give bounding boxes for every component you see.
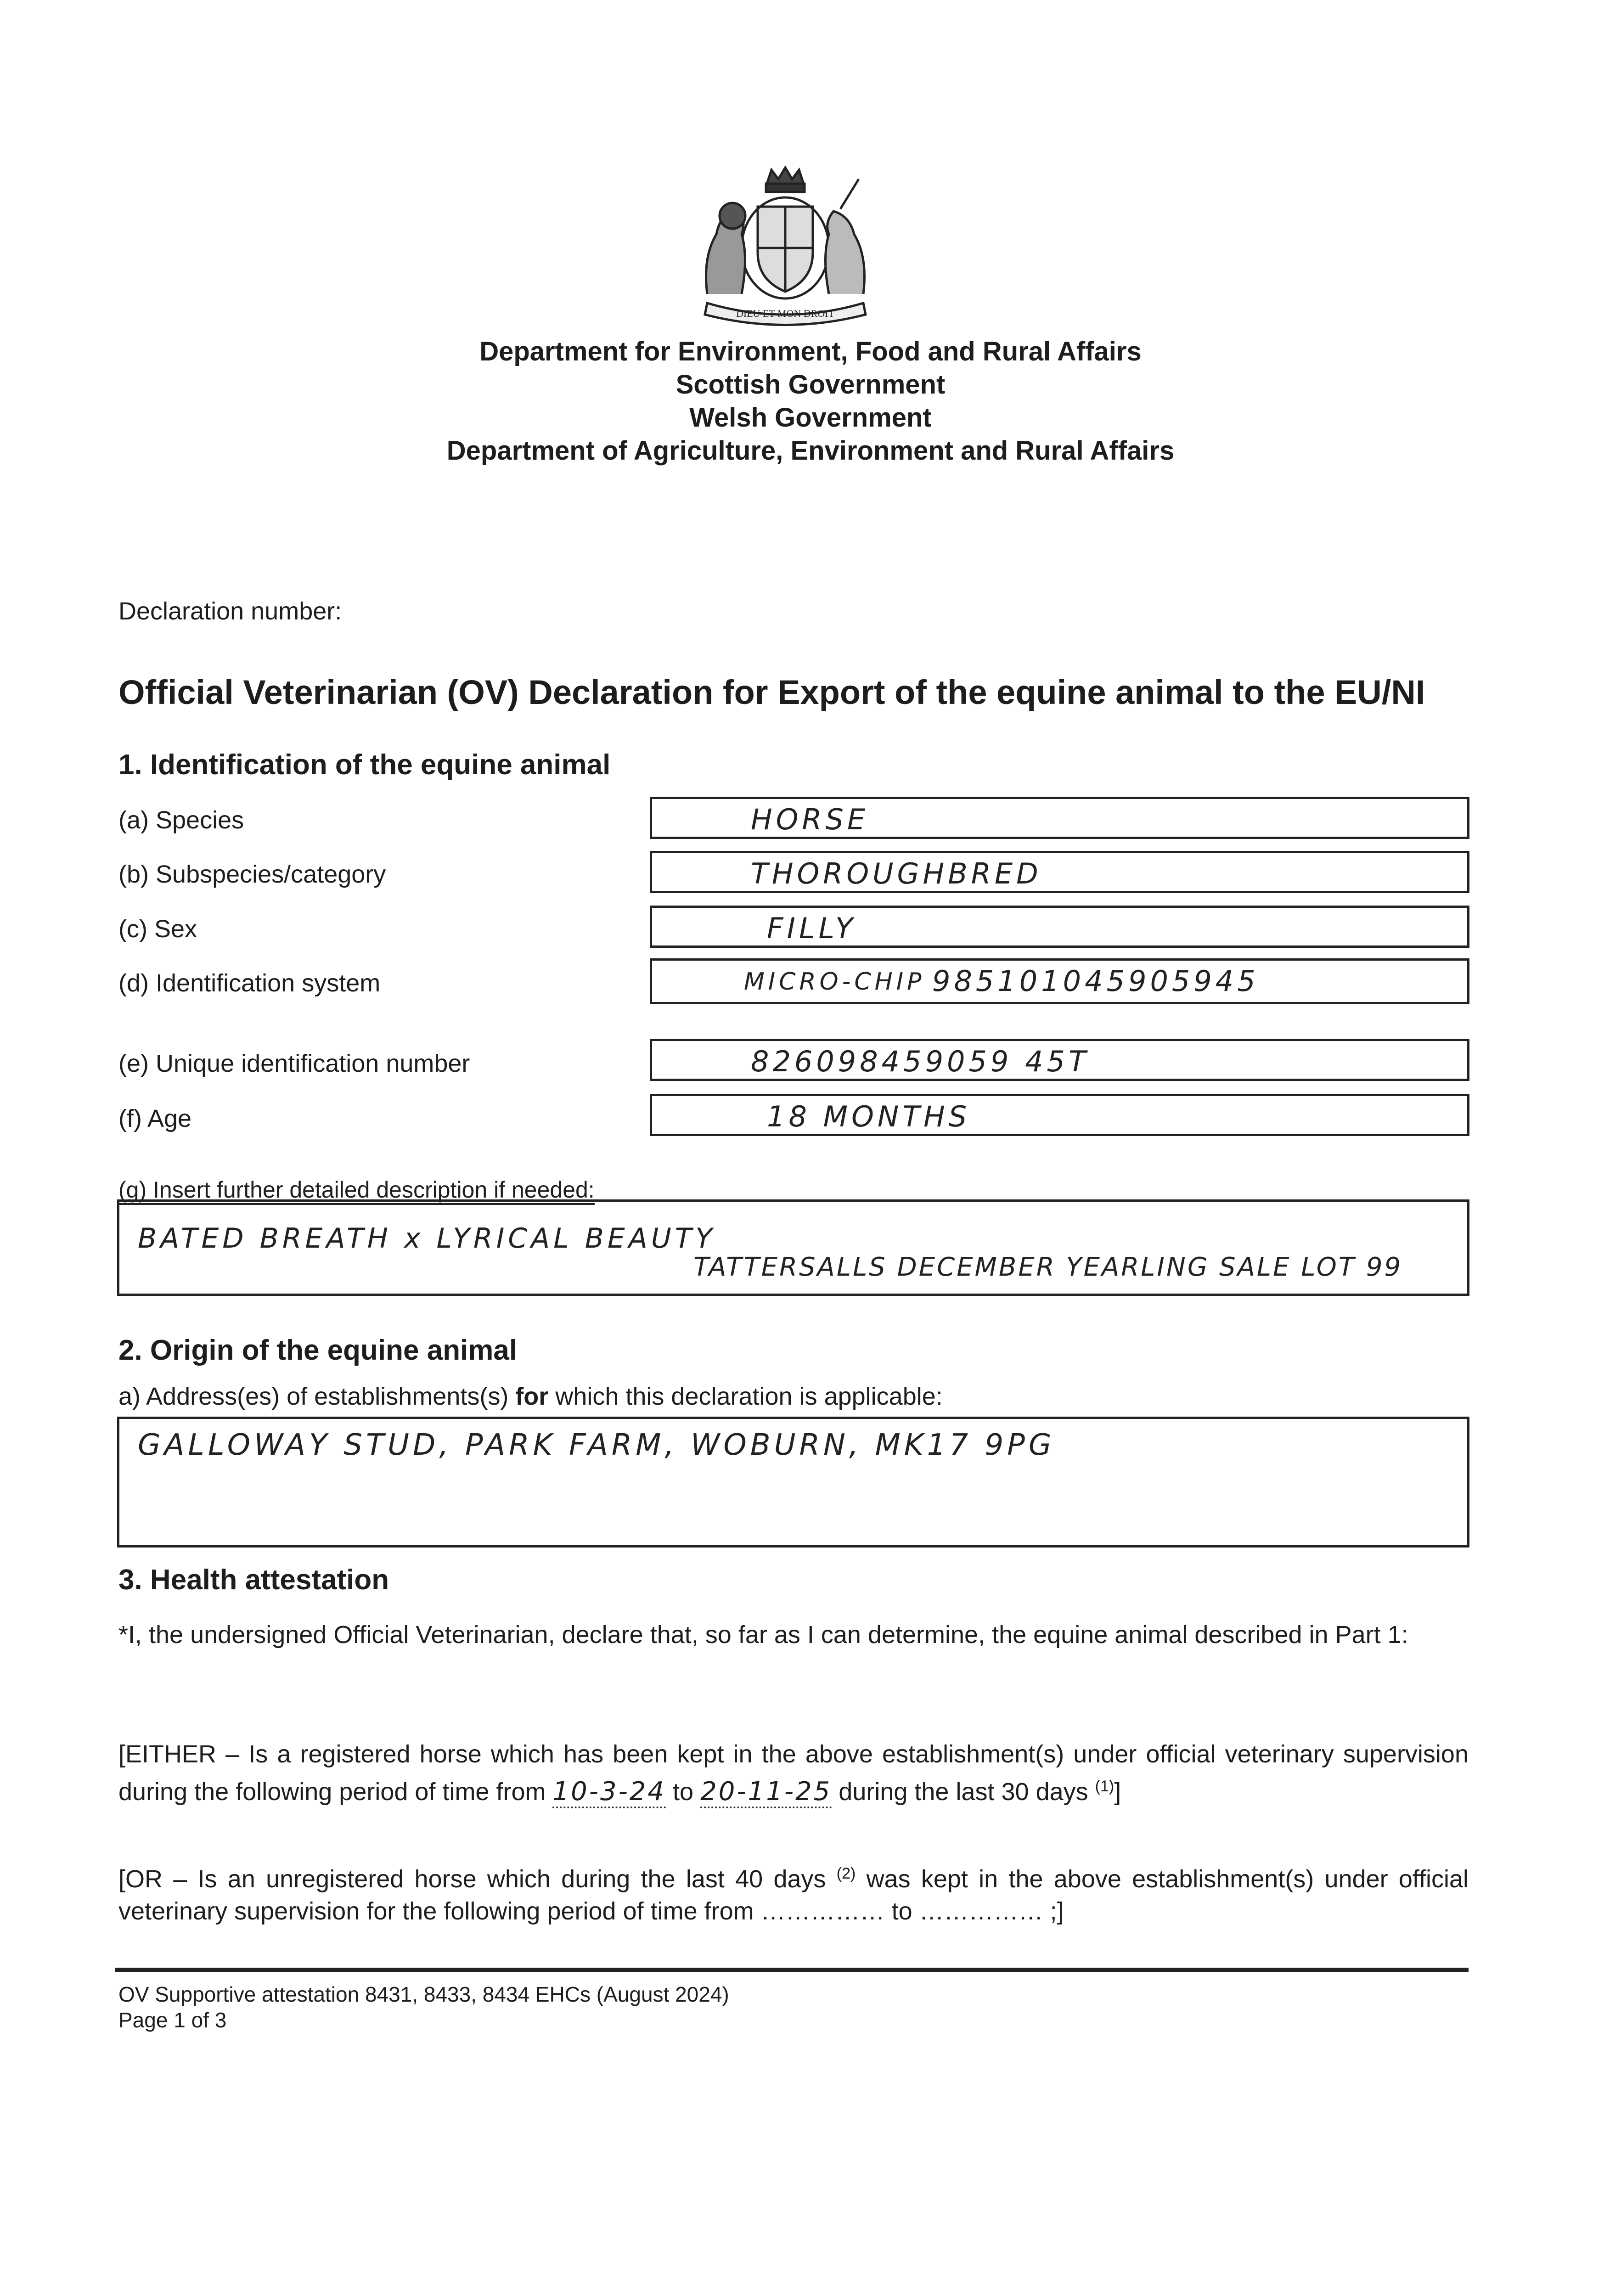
- svg-text:DIEU ET MON DROIT: DIEU ET MON DROIT: [736, 308, 835, 319]
- subspecies-value: THOROUGHBRED: [751, 857, 1042, 890]
- either-clause: [EITHER – Is a registered horse which has been kept in the above establishment(s) under official veterinary supervision during the following period of time from 10-3-24 to 20-11-25 during the last 30 days $^{(1)}$]: [118, 1738, 1469, 1808]
- address-value: GALLOWAY STUD, PARK FARM, WOBURN, MK17 9PG: [138, 1428, 1055, 1462]
- footer-attestation-reference: OV Supportive attestation 8431, 8433, 8434 EHCs (August 2024): [118, 1982, 729, 2006]
- identification-system-value: MICRO-CHIP: [744, 968, 925, 996]
- section-1-heading: 1. Identification of the equine animal: [118, 749, 611, 781]
- further-description-field[interactable]: [117, 1199, 1469, 1296]
- subspecies-field[interactable]: [650, 851, 1469, 893]
- unique-id-value: 826098459059 45T: [751, 1045, 1090, 1078]
- declaration-number-label: Declaration number:: [118, 597, 342, 625]
- unique-id-label: (e) Unique identification number: [118, 1050, 470, 1077]
- microchip-number-value: 985101045905945: [932, 964, 1259, 998]
- page-title: Official Veterinarian (OV) Declaration for Export of the equine animal to the EU/NI: [118, 673, 1425, 711]
- species-label: (a) Species: [118, 806, 244, 834]
- age-value: 18 MONTHS: [767, 1100, 971, 1133]
- unique-id-field[interactable]: [650, 1039, 1469, 1081]
- sex-value: FILLY: [767, 912, 856, 945]
- sex-label: (c) Sex: [118, 915, 197, 943]
- further-description-label: (g) Insert further detailed description if needed:: [118, 1176, 595, 1205]
- supervision-from-date[interactable]: 10-3-24: [552, 1777, 666, 1808]
- footer-divider: [115, 1968, 1469, 1972]
- sale-description: TATTERSALLS DECEMBER YEARLING SALE LOT 99: [693, 1252, 1403, 1282]
- breeding-description: BATED BREATH x LYRICAL BEAUTY: [138, 1222, 716, 1255]
- or-clause: [OR – Is an unregistered horse which during the last 40 days $^{(2)}$ was kept in the above establishment(s) under official veterinary supervision for the following period of time from …………… to …………… ;]: [118, 1865, 1469, 1925]
- section-3-heading: 3. Health attestation: [118, 1564, 389, 1596]
- identification-system-label: (d) Identification system: [118, 969, 381, 997]
- header-department-line-4: Department of Agriculture, Environment and Rural Affairs: [446, 436, 1175, 466]
- species-value: HORSE: [751, 803, 869, 836]
- footer-page-number: Page 1 of 3: [118, 2008, 227, 2032]
- address-label: a) Address(es) of establishments(s) for which this declaration is applicable:: [118, 1383, 943, 1410]
- age-label: (f) Age: [118, 1105, 192, 1132]
- header-department-line-1: Department for Environment, Food and Rural Affairs: [479, 337, 1142, 366]
- health-attestation-intro: *I, the undersigned Official Veterinarian, declare that, so far as I can determine, the equine animal described in Part 1:: [118, 1621, 1408, 1649]
- species-field[interactable]: [650, 797, 1469, 839]
- header-department-line-3: Welsh Government: [689, 403, 932, 433]
- supervision-to-date[interactable]: 20-11-25: [700, 1777, 832, 1808]
- age-field[interactable]: [650, 1094, 1469, 1136]
- subspecies-label: (b) Subspecies/category: [118, 861, 386, 888]
- header-department-line-2: Scottish Government: [675, 370, 946, 400]
- address-field[interactable]: [117, 1417, 1469, 1548]
- sex-field[interactable]: [650, 906, 1469, 948]
- section-2-heading: 2. Origin of the equine animal: [118, 1334, 518, 1366]
- identification-system-field[interactable]: [650, 958, 1469, 1004]
- royal-coat-of-arms-logo: [689, 165, 882, 326]
